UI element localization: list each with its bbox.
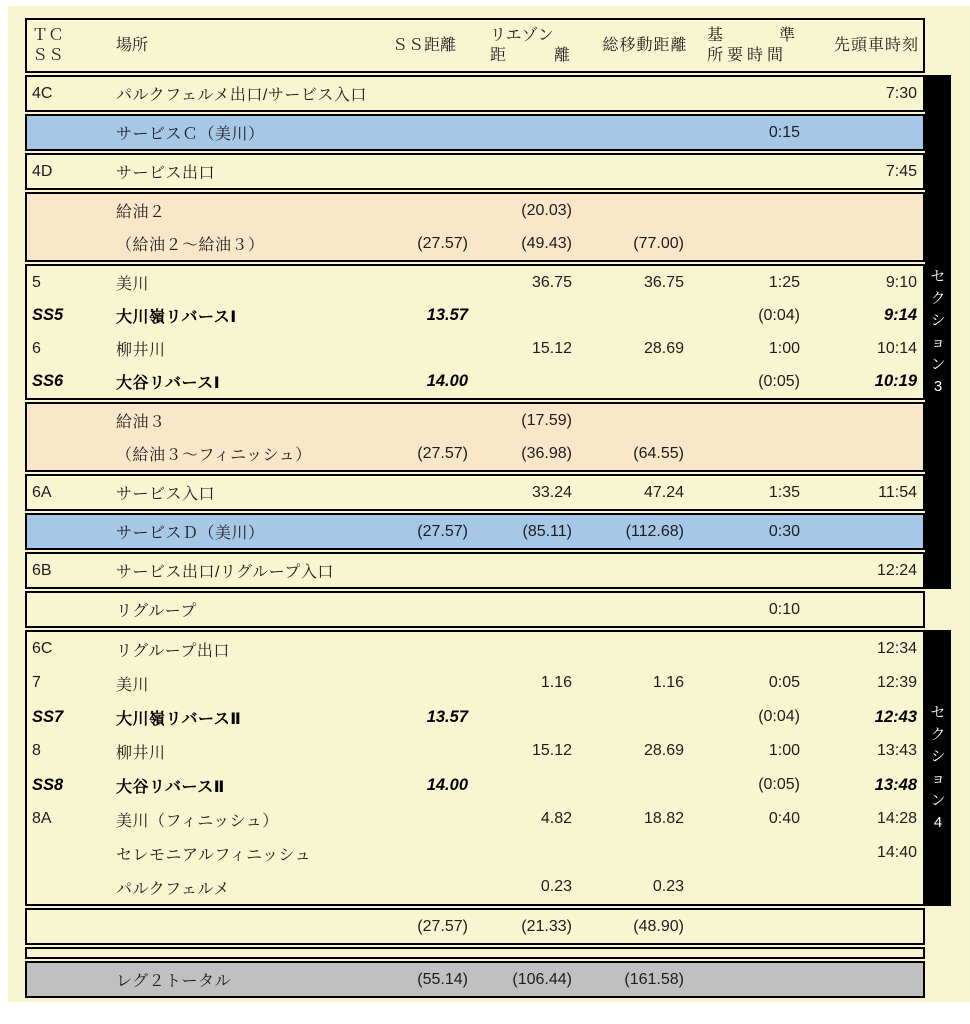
cell-lead: 9:10 — [885, 273, 917, 291]
cell-std: 1:00 — [768, 339, 800, 357]
cell-total: 0.23 — [652, 878, 684, 895]
cell-lead: 14:28 — [876, 810, 917, 827]
table-row — [27, 836, 923, 870]
cell-place: セレモニアルフィニッシュ — [116, 846, 312, 864]
cell-place: サービス出口/リグループ入口 — [116, 564, 334, 581]
table-row — [27, 554, 923, 587]
cell-place: （給油３～フィニッシュ） — [116, 447, 312, 464]
header-cell-total-distance: 総移動距離 — [602, 36, 688, 54]
table-row — [27, 632, 923, 666]
cell-ss: 13.57 — [426, 707, 468, 726]
cell-std: (0:04) — [758, 708, 800, 725]
cell-liaison: 36.75 — [531, 273, 572, 291]
cell-tc: 6C — [32, 640, 53, 657]
cell-lead: 14:40 — [876, 844, 917, 861]
cell-total: 18.82 — [643, 810, 684, 827]
cell-place: パルクフェルメ — [116, 880, 230, 898]
header-cell-tc-ss — [27, 26, 112, 66]
cell-lead: 12:39 — [876, 674, 917, 691]
row-block-grandtotal — [25, 961, 925, 998]
cell-liaison: 15.12 — [531, 339, 572, 357]
cell-std: 0:30 — [768, 522, 800, 540]
cell-liaison: (36.98) — [521, 444, 572, 462]
header-tc-line1: ＴＣ — [32, 26, 65, 44]
cell-lead: 10:14 — [876, 339, 917, 357]
cell-std: 0:15 — [768, 123, 800, 141]
row-block-normal — [25, 630, 925, 906]
row-block-normal — [25, 591, 925, 628]
cell-place: 美川 — [116, 276, 150, 293]
cell-std: 0:05 — [768, 674, 800, 691]
cell-std: (0:05) — [758, 776, 800, 793]
row-block-refuel — [25, 192, 925, 262]
cell-place: リグループ出口 — [116, 642, 230, 660]
cell-ss: (27.57) — [417, 917, 468, 935]
cell-lead: 13:43 — [876, 742, 917, 759]
cell-tc: 7 — [32, 674, 41, 691]
cell-std: (0:04) — [758, 306, 800, 324]
section-4-bar — [925, 630, 951, 906]
header-row — [27, 20, 923, 71]
cell-tc: 6A — [32, 483, 52, 501]
cell-tc: 6 — [32, 339, 41, 357]
cell-total: (161.58) — [624, 970, 684, 988]
cell-tc: 8A — [32, 810, 52, 827]
table-row — [27, 802, 923, 836]
cell-tc: 6B — [32, 561, 52, 579]
cell-lead: 13:48 — [874, 775, 917, 794]
section-3-label: セ ク シ ョ ン 3 — [930, 268, 946, 395]
header-std-line2: 所要時間 — [707, 46, 788, 64]
row-block-normal — [25, 75, 925, 112]
cell-place: サービスＤ（美川） — [116, 525, 265, 542]
header-cell-place: 場所 — [116, 36, 149, 54]
cell-place: リグループ — [116, 603, 197, 620]
cell-lead: 12:24 — [876, 561, 917, 579]
cell-place: 柳井川 — [116, 744, 166, 762]
table-row — [27, 194, 923, 227]
table-row — [27, 666, 923, 700]
cell-std: 1:25 — [768, 273, 800, 291]
cell-total: (48.90) — [633, 917, 684, 935]
row-block-normal — [25, 552, 925, 589]
cell-total: 47.24 — [643, 483, 684, 501]
itinerary-table — [25, 18, 925, 998]
table-header — [25, 18, 925, 73]
row-block-spacer — [25, 947, 925, 959]
cell-liaison: 4.82 — [540, 810, 572, 827]
cell-ss: (27.57) — [417, 234, 468, 252]
header-tc-line2: ＳＳ — [32, 46, 65, 64]
cell-ss: 14.00 — [426, 372, 468, 390]
cell-lead: 12:34 — [876, 640, 917, 657]
table-row — [27, 593, 923, 626]
table-row — [27, 963, 923, 996]
cell-lead: 7:45 — [885, 162, 917, 180]
stage-row — [27, 768, 923, 802]
cell-lead: 11:54 — [878, 483, 917, 501]
header-cell-lead-car-time: 先頭車時刻 — [833, 36, 919, 54]
cell-total: 28.69 — [643, 339, 684, 357]
cell-place: サービス出口 — [116, 165, 216, 182]
table-row — [27, 437, 923, 470]
cell-total: (112.68) — [625, 522, 684, 540]
header-std-line1: 基 準 — [707, 26, 795, 44]
table-row — [27, 404, 923, 437]
cell-place: 美川（フィニッシュ） — [116, 812, 279, 830]
cell-place: 給油３ — [116, 414, 166, 431]
cell-ss: (27.57) — [417, 522, 468, 540]
cell-liaison: (21.33) — [521, 917, 572, 935]
cell-liaison: (17.59) — [521, 411, 572, 429]
cell-total: (77.00) — [633, 234, 684, 252]
cell-liaison: 1.16 — [540, 674, 572, 691]
table-row — [27, 870, 923, 904]
table-row — [27, 476, 923, 509]
cell-place: パルクフェルメ出口/サービス入口 — [116, 87, 367, 104]
cell-std: (0:05) — [758, 372, 800, 390]
table-row — [27, 515, 923, 548]
cell-place: 柳井川 — [116, 342, 166, 359]
cell-tc: 8 — [32, 742, 41, 759]
table-row — [27, 116, 923, 149]
cell-total: (64.55) — [633, 444, 684, 462]
table-body — [25, 75, 925, 998]
cell-tc: SS7 — [32, 707, 64, 726]
cell-liaison: (49.43) — [521, 234, 572, 252]
cell-place: （給油２～給油３） — [116, 237, 265, 254]
row-block-refuel — [25, 402, 925, 472]
cell-liaison: 0.23 — [540, 878, 572, 895]
cell-lead: 12:43 — [874, 707, 917, 726]
cell-ss: 13.57 — [426, 306, 468, 324]
row-block-subtotal — [25, 908, 925, 945]
header-liaison-line1: リエゾン — [490, 26, 554, 44]
cell-tc: 4D — [32, 162, 53, 180]
cell-liaison: 33.24 — [531, 483, 572, 501]
cell-liaison: (85.11) — [522, 522, 572, 540]
header-liaison-line2: 距 離 — [490, 46, 570, 64]
cell-tc: SS8 — [32, 775, 64, 794]
cell-ss: (55.14) — [417, 970, 468, 988]
cell-lead: 7:30 — [885, 84, 917, 102]
cell-place: サービスＣ（美川） — [116, 126, 265, 143]
cell-ss: 14.00 — [426, 775, 468, 794]
cell-lead: 10:19 — [874, 372, 917, 390]
row-block-service — [25, 114, 925, 151]
cell-total: 36.75 — [643, 273, 684, 291]
header-cell-liaison-distance — [482, 26, 592, 66]
row-block-service — [25, 513, 925, 550]
stage-row — [27, 700, 923, 734]
section-4-label: セ ク シ ョ ン 4 — [930, 704, 946, 831]
stage-row — [27, 365, 923, 398]
cell-place: 大谷リバースⅠ — [116, 375, 221, 392]
cell-liaison: 15.12 — [531, 742, 572, 759]
cell-std: 1:00 — [768, 742, 800, 759]
cell-ss: (27.57) — [417, 444, 468, 462]
cell-liaison: (20.03) — [521, 201, 572, 219]
cell-place: サービス入口 — [116, 486, 216, 503]
table-row — [27, 734, 923, 768]
cell-place: 美川 — [116, 676, 150, 694]
table-row — [27, 266, 923, 299]
cell-place: 大川嶺リバースⅡ — [116, 710, 242, 728]
table-row — [27, 910, 923, 943]
cell-total: 28.69 — [643, 742, 684, 759]
cell-place: 大谷リバースⅡ — [116, 778, 225, 796]
cell-liaison: (106.44) — [512, 970, 572, 988]
cell-tc: SS5 — [32, 306, 64, 324]
cell-total: 1.16 — [652, 674, 684, 691]
table-row — [27, 227, 923, 260]
header-cell-ss-distance: ＳＳ距離 — [391, 36, 456, 54]
section-3-bar — [925, 75, 951, 589]
cell-std: 0:10 — [768, 600, 800, 618]
header-cell-standard-time — [706, 26, 822, 66]
cell-place: レグ２トータル — [116, 973, 232, 990]
table-row — [27, 77, 923, 110]
row-block-normal — [25, 474, 925, 511]
cell-std: 1:35 — [768, 483, 800, 501]
cell-place: 大川嶺リバースⅠ — [116, 309, 237, 326]
cell-place: 給油２ — [116, 204, 166, 221]
cell-tc: 5 — [32, 273, 41, 291]
table-row — [27, 155, 923, 188]
cell-tc: 4C — [32, 84, 53, 102]
stage-row — [27, 299, 923, 332]
table-row — [27, 332, 923, 365]
row-block-normal — [25, 264, 925, 400]
row-block-normal — [25, 153, 925, 190]
cell-tc: SS6 — [32, 372, 64, 390]
cell-std: 0:40 — [768, 810, 800, 827]
cell-lead: 9:14 — [883, 306, 917, 324]
